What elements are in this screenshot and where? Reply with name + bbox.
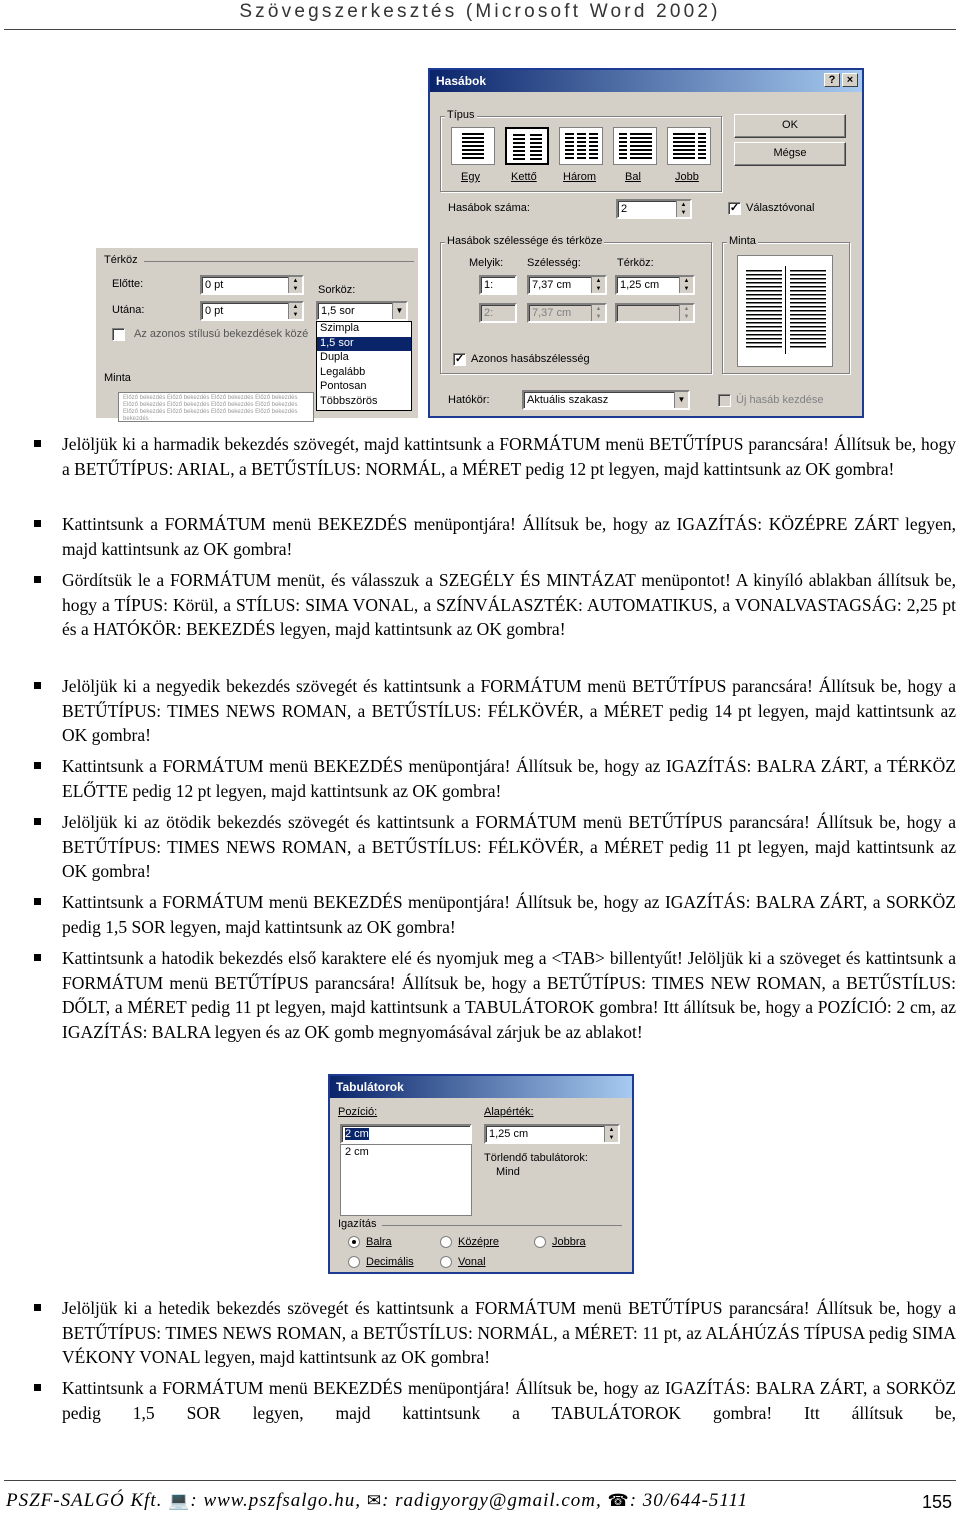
ok-button[interactable]: OK bbox=[734, 114, 846, 138]
cancel-button[interactable]: Mégse bbox=[734, 142, 846, 166]
footer-phone: : 30/644-5111 bbox=[629, 1490, 749, 1511]
three-columns-icon[interactable] bbox=[559, 127, 603, 165]
columns-dialog bbox=[428, 68, 864, 418]
phone-icon: ☎ bbox=[607, 1491, 630, 1510]
preview-text: Előző bekezdés Előző bekezdés Előző bekezdés Előző bekezdés Előző bekezdés Előző bekezdés Előző bekezdés Előző bekezdés Előző bekezdés Előző bekezdés Előző bekezdés Előző bekezdés bekezdés bbox=[123, 395, 298, 422]
before-spinner[interactable]: ▲ ▼ bbox=[288, 277, 302, 293]
footer-company: PSZF-SALGÓ Kft. bbox=[6, 1490, 163, 1511]
position-field[interactable] bbox=[340, 1124, 472, 1144]
footer-email: : radigyorgy@gmail.com, bbox=[382, 1490, 602, 1511]
width-group-label: Hasábok szélessége és térköze bbox=[447, 235, 603, 247]
help-icon[interactable]: ? bbox=[824, 73, 840, 87]
preview-box bbox=[118, 392, 314, 422]
instruction-text: Jelöljük ki a negyedik bekezdés szövegét és kattintsunk a FORMÁTUM menü BETŰTÍPUS parancsára! Állítsuk be, hogy a BETŰTÍPUS: TIMES NEWS ROMAN, a BETŰSTÍLUS: FÉLKÖVÉR, a MÉRET pedig 14 pt legyen, majd kattintsunk az OK gombra! bbox=[62, 676, 956, 745]
position-label: Pozíció: bbox=[338, 1106, 378, 1118]
col1-spacing-value: 1,25 cm bbox=[620, 279, 660, 291]
align-right-radio[interactable] bbox=[534, 1236, 546, 1248]
col1-width-value: 7,37 cm bbox=[532, 279, 572, 291]
align-left-label: Balra bbox=[366, 1236, 392, 1248]
default-stops-field[interactable] bbox=[484, 1124, 620, 1144]
width-spacing-group bbox=[440, 235, 712, 374]
instruction-item bbox=[34, 1376, 956, 1425]
col2-field bbox=[479, 303, 517, 323]
bullet-icon bbox=[34, 898, 41, 905]
page-number: 155 bbox=[921, 1492, 952, 1512]
close-icon[interactable]: × bbox=[842, 73, 858, 87]
spacing-divider bbox=[144, 261, 414, 262]
line-spacing-value: 1,5 sor bbox=[321, 305, 355, 317]
dropdown-option[interactable]: Legalább bbox=[320, 365, 366, 378]
chevron-down-icon[interactable]: ▼ bbox=[392, 303, 406, 319]
tab-stop-list[interactable] bbox=[340, 1144, 472, 1216]
before-field[interactable] bbox=[200, 275, 304, 295]
column-count-value: 2 bbox=[621, 203, 628, 215]
apply-to-select[interactable] bbox=[522, 390, 690, 410]
instruction-item bbox=[34, 432, 956, 481]
instruction-item bbox=[34, 754, 956, 803]
tab-stop-item[interactable]: 2 cm bbox=[345, 1146, 369, 1158]
same-style-checkbox[interactable] bbox=[112, 328, 125, 341]
after-spinner[interactable]: ▲ ▼ bbox=[288, 303, 302, 319]
page-preview bbox=[737, 255, 833, 367]
tabs-dialog-title: Tabulátorok bbox=[336, 1080, 404, 1094]
preset-three-label: Három bbox=[563, 171, 597, 183]
new-column-checkbox bbox=[718, 394, 731, 407]
header-rule bbox=[4, 29, 956, 30]
clear-tabs-label: Törlendő tabulátorok: bbox=[484, 1152, 588, 1164]
column-count-spinner[interactable]: ▲ ▼ bbox=[676, 201, 690, 217]
dropdown-option[interactable]: Pontosan bbox=[320, 380, 367, 392]
col-label: Melyik: bbox=[469, 257, 504, 269]
instruction-item bbox=[34, 512, 956, 561]
col2-spacing-field bbox=[615, 303, 695, 323]
equal-width-checkbox[interactable]: ✓ bbox=[454, 353, 465, 365]
bullet-icon bbox=[34, 520, 41, 527]
instruction-item bbox=[34, 1296, 956, 1370]
chevron-down-icon[interactable]: ▼ bbox=[674, 392, 688, 408]
footer-rule bbox=[4, 1480, 956, 1481]
header-title: Szövegszerkesztés (Microsoft Word 2002) bbox=[239, 1, 721, 22]
instruction-item bbox=[34, 674, 956, 748]
separator-checkbox[interactable]: ✓ bbox=[729, 202, 740, 214]
bullet-icon bbox=[34, 1384, 41, 1391]
before-value: 0 pt bbox=[205, 279, 224, 291]
dropdown-option[interactable]: Többszörös bbox=[320, 394, 378, 407]
align-center-label: Középre bbox=[458, 1236, 499, 1248]
footer-web: : www.pszfsalgo.hu, bbox=[190, 1490, 362, 1511]
column-count-label: Hasábok száma: bbox=[448, 202, 530, 214]
column-count-field[interactable] bbox=[616, 199, 692, 219]
alignment-divider bbox=[382, 1225, 622, 1226]
default-stops-value: 1,25 cm bbox=[489, 1128, 529, 1140]
spacing-group-label: Térköz bbox=[104, 254, 138, 266]
line-spacing-dropdown[interactable] bbox=[316, 321, 412, 411]
col2-spacing-spinner: ▲ ▼ bbox=[679, 305, 693, 321]
instruction-text: Kattintsunk a FORMÁTUM menü BEKEZDÉS menüpontjára! Állítsuk be, hogy az IGAZÍTÁS: BALRA ZÁRT, a SORKÖZ pedig 1,5 SOR legyen, majd kattintsunk az OK gombra! bbox=[62, 892, 956, 937]
col2-width-spinner: ▲ ▼ bbox=[591, 305, 605, 321]
type-group-label: Típus bbox=[447, 109, 475, 121]
col2-value: 2: bbox=[484, 307, 494, 319]
line-spacing-label: Sorköz: bbox=[318, 284, 356, 296]
bullet-icon bbox=[34, 762, 41, 769]
preset-two-label: Kettő bbox=[511, 171, 537, 183]
dropdown-option-selected[interactable]: 1,5 sor bbox=[317, 337, 411, 352]
preset-right-label: Jobb bbox=[675, 171, 699, 183]
col2-width-value: 7,37 cm bbox=[532, 307, 572, 319]
align-decimal-radio[interactable] bbox=[348, 1256, 360, 1268]
type-group bbox=[440, 109, 722, 192]
columns-dialog-titlebar bbox=[430, 70, 862, 92]
instruction-text: Gördítsük le a FORMÁTUM menüt, és válasszuk a SZEGÉLY ÉS MINTÁZAT menüpontot! A kinyíló ablakban állítsuk be, hogy a TÍPUS: Körül, a STÍLUS: SIMA VONAL, a SZÍNVÁLASZTÉK: AUTOMATIKUS, a VONALVASTAGSÁG: 2,25 pt és a HATÓKÖR: BEKEZDÉS legyen, majd kattintsunk az OK gombra! bbox=[62, 570, 956, 639]
bullet-icon bbox=[34, 1304, 41, 1311]
line-spacing-select[interactable] bbox=[316, 301, 408, 321]
default-stops-label: Alapérték: bbox=[484, 1106, 534, 1118]
page-footer bbox=[6, 1490, 748, 1512]
bullet-icon bbox=[34, 818, 41, 825]
spacing-label: Térköz: bbox=[617, 257, 654, 269]
equal-width-label: Azonos hasábszélesség bbox=[471, 353, 590, 365]
instruction-item bbox=[34, 568, 956, 642]
before-label: Előtte: bbox=[112, 278, 144, 290]
width-label: Szélesség: bbox=[527, 257, 581, 269]
instruction-item bbox=[34, 810, 956, 884]
columns-dialog-title: Hasábok bbox=[436, 74, 487, 88]
align-center-radio[interactable] bbox=[440, 1236, 452, 1248]
instruction-text: Kattintsunk a hatodik bekezdés első karaktere elé és nyomjuk meg a <TAB> billentyűt! Jelöljük ki a szöveget és kattintsunk a FORMÁTUM menü BETŰTÍPUS parancsára! Állítsuk be, hogy a BETŰTÍPUS: TIMES NEW ROMAN, a BETŰSTÍLUS: DŐLT, a MÉRET pedig 11 pt legyen, majd kattintsunk a TABULÁTOROK gombra! Itt állítsuk be, hogy a POZÍCIÓ: 2 cm, az IGAZÍTÁS: BALRA legyen és az OK gomb megnyomásával zárjuk be az ablakot! bbox=[62, 948, 956, 1042]
bullet-icon bbox=[34, 440, 41, 447]
instruction-text: Kattintsunk a FORMÁTUM menü BEKEZDÉS menüpontjára! Állítsuk be, hogy az IGAZÍTÁS: BALRA ZÁRT, a SORKÖZ pedig 1,5 SOR legyen, majd kattintsunk a TABULÁTOROK gombra! Itt állítsuk be, bbox=[62, 1378, 956, 1423]
right-column-icon[interactable] bbox=[667, 127, 711, 165]
preview-separator bbox=[785, 266, 786, 354]
col1-field[interactable] bbox=[479, 275, 517, 295]
bullet-icon bbox=[34, 954, 41, 961]
col1-spacing-spinner[interactable]: ▲ ▼ bbox=[679, 277, 693, 293]
tabs-dialog-titlebar bbox=[330, 1076, 632, 1098]
envelope-icon: ✉ bbox=[366, 1491, 383, 1510]
position-value: 2 cm bbox=[345, 1128, 369, 1140]
default-stops-spinner[interactable]: ▲ ▼ bbox=[604, 1126, 618, 1142]
same-style-label: Az azonos stílusú bekezdések közé bbox=[134, 328, 309, 340]
instruction-text: Kattintsunk a FORMÁTUM menü BEKEZDÉS menüpontjára! Állítsuk be, hogy az IGAZÍTÁS: KÖZÉPRE ZÁRT legyen, majd kattintsunk az OK gombra! bbox=[62, 514, 956, 559]
align-bar-radio[interactable] bbox=[440, 1256, 452, 1268]
instruction-text: Jelöljük ki a hetedik bekezdés szövegét és kattintsunk a FORMÁTUM menü BETŰTÍPUS parancsára! Állítsuk be, hogy a BETŰTÍPUS: TIMES NEWS ROMAN, a BETŰSTÍLUS: NORMÁL, a MÉRET: 11 pt, az ALÁHÚZÁS TÍPUSA pedig SIMA VÉKONY VONAL legyen, majd kattintsunk az OK gombra! bbox=[62, 1298, 956, 1367]
preview-col-right bbox=[790, 270, 826, 348]
dropdown-option[interactable]: Szimpla bbox=[320, 322, 360, 334]
paragraph-dialog-excerpt bbox=[96, 248, 418, 422]
after-value: 0 pt bbox=[205, 305, 224, 317]
two-columns-icon[interactable] bbox=[505, 127, 549, 165]
separator-label: Választóvonal bbox=[746, 202, 815, 214]
instruction-text: Jelöljük ki az ötödik bekezdés szövegét és kattintsunk a FORMÁTUM menü BETŰTÍPUS parancsára! Állítsuk be, hogy a BETŰTÍPUS: TIMES NEWS ROMAN, a BETŰSTÍLUS: FÉLKÖVÉR, a MÉRET pedig 11 pt legyen, majd kattintsunk az OK gombra! bbox=[62, 812, 956, 881]
dropdown-option[interactable]: Dupla bbox=[320, 351, 349, 363]
col1-value: 1: bbox=[484, 279, 494, 291]
apply-to-value: Aktuális szakasz bbox=[527, 394, 609, 406]
alignment-group-label: Igazítás bbox=[338, 1218, 377, 1230]
align-left-radio[interactable] bbox=[348, 1236, 360, 1248]
preset-one-label: Egy bbox=[461, 171, 480, 183]
align-bar-label: Vonal bbox=[458, 1256, 486, 1268]
preview-group bbox=[722, 235, 850, 374]
left-column-icon[interactable] bbox=[613, 127, 657, 165]
col2-width-field bbox=[527, 303, 607, 323]
page-header bbox=[0, 0, 960, 30]
after-label: Utána: bbox=[112, 304, 145, 316]
instruction-text: Jelöljük ki a harmadik bekezdés szövegét, majd kattintsunk a FORMÁTUM menü BETŰTÍPUS parancsára! Állítsuk be, hogy a BETŰTÍPUS: ARIAL, a BETŰSTÍLUS: NORMÁL, a MÉRET pedig 12 pt legyen, majd kattintsunk az OK gombra! bbox=[62, 434, 956, 479]
instruction-item bbox=[34, 890, 956, 939]
preview-col-left bbox=[746, 270, 782, 348]
col1-spacing-field[interactable] bbox=[615, 275, 695, 295]
instruction-item bbox=[34, 946, 956, 1044]
preset-left-label: Bal bbox=[625, 171, 641, 183]
instruction-text: Kattintsunk a FORMÁTUM menü BEKEZDÉS menüpontjára! Állítsuk be, hogy az IGAZÍTÁS: BALRA ZÁRT, a TÉRKÖZ ELŐTTE pedig 12 pt legyen, majd kattintsunk az OK gombra! bbox=[62, 756, 956, 801]
one-column-icon[interactable] bbox=[451, 127, 495, 165]
clear-tabs-value: Mind bbox=[496, 1166, 520, 1178]
col1-width-spinner[interactable]: ▲ ▼ bbox=[591, 277, 605, 293]
apply-to-label: Hatókör: bbox=[448, 394, 490, 406]
tabs-dialog bbox=[328, 1074, 634, 1274]
bullet-icon bbox=[34, 682, 41, 689]
computer-icon: 💻 bbox=[168, 1491, 191, 1510]
col1-width-field[interactable] bbox=[527, 275, 607, 295]
bullet-icon bbox=[34, 576, 41, 583]
align-right-label: Jobbra bbox=[552, 1236, 586, 1248]
align-decimal-label: Decimális bbox=[366, 1256, 414, 1268]
after-field[interactable] bbox=[200, 301, 304, 321]
preview-group-label: Minta bbox=[104, 372, 131, 384]
preview-group-label: Minta bbox=[729, 235, 756, 247]
new-column-label: Új hasáb kezdése bbox=[736, 394, 824, 406]
